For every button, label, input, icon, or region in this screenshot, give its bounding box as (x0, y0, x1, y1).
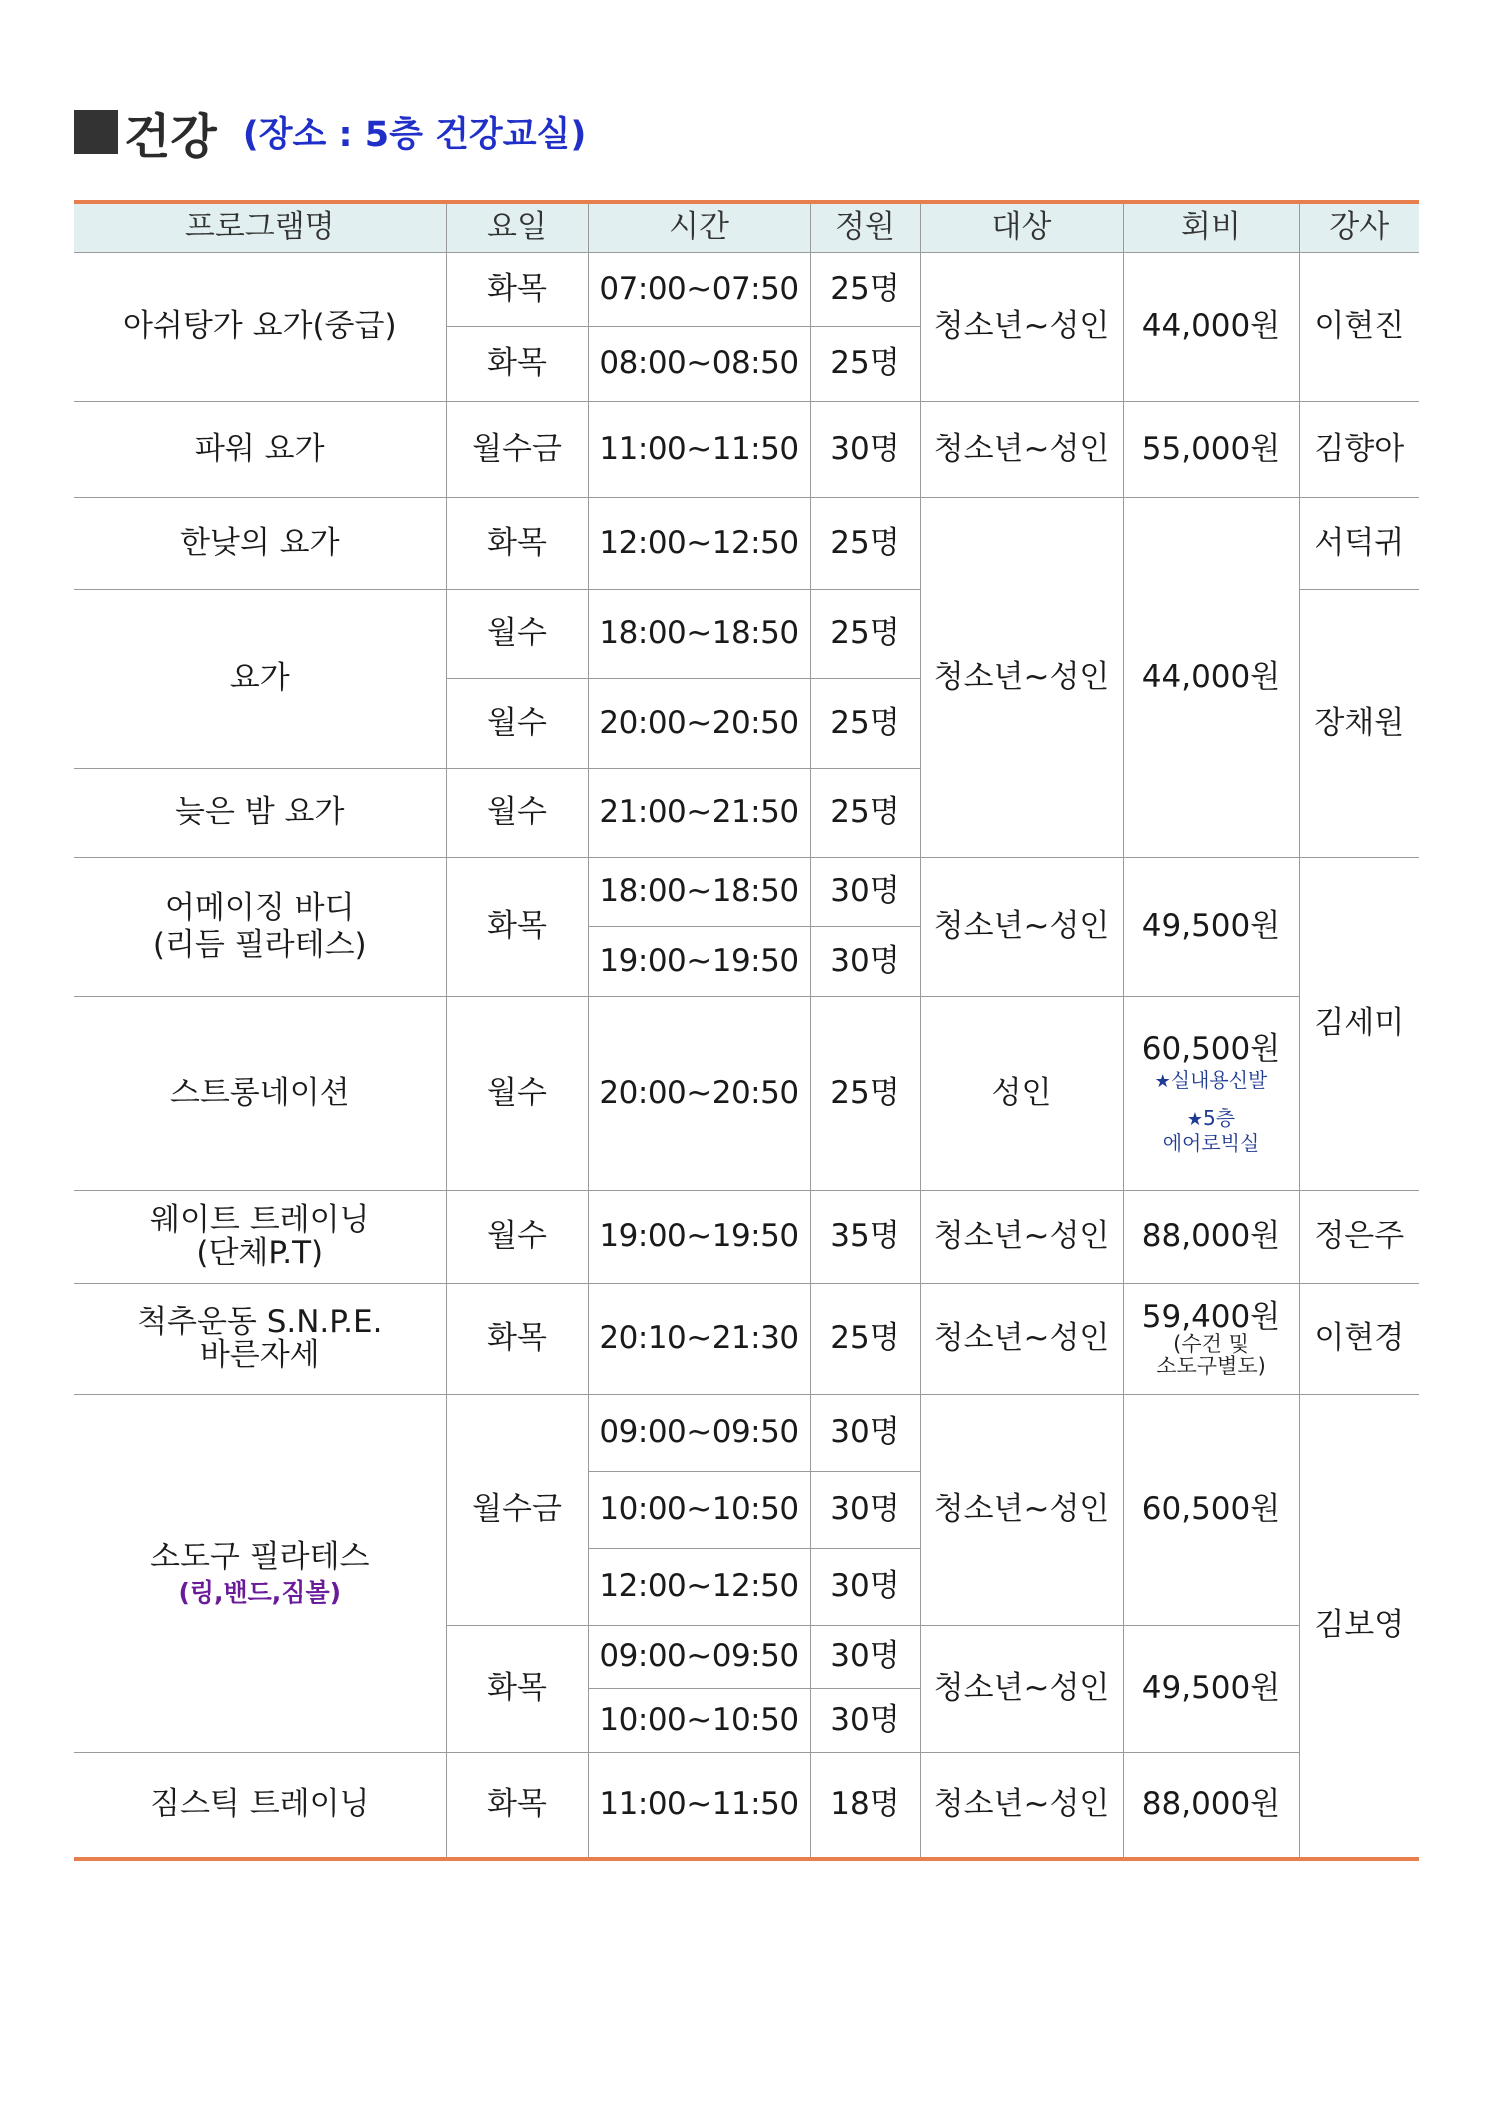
schedule-table (74, 200, 1419, 1861)
program-name (74, 858, 446, 997)
fee-cell (1123, 1284, 1299, 1395)
target-cell: 청소년~성인 (920, 1626, 1123, 1753)
program-name: 요가 (74, 590, 446, 769)
day-cell: 화목 (446, 1753, 588, 1859)
capacity-cell: 30명 (810, 858, 920, 927)
col-header-fee: 회비 (1123, 202, 1299, 253)
day-cell: 화목 (446, 253, 588, 327)
instructor-cell: 김보영 (1299, 1395, 1419, 1859)
capacity-cell: 30명 (810, 1626, 920, 1689)
capacity-cell: 25명 (810, 253, 920, 327)
time-cell: 08:00~08:50 (588, 327, 810, 402)
target-cell: 청소년~성인 (920, 1395, 1123, 1626)
col-header-time: 시간 (588, 202, 810, 253)
capacity-cell: 30명 (810, 1549, 920, 1626)
fee-cell: 44,000원 (1123, 498, 1299, 858)
table-row (74, 498, 1419, 590)
fee-note-floor: 5층 (1203, 1105, 1236, 1130)
time-cell: 19:00~19:50 (588, 1191, 810, 1284)
day-cell: 월수 (446, 1191, 588, 1284)
day-cell: 월수금 (446, 402, 588, 498)
program-name-line1: 어메이징 바디 (164, 889, 355, 926)
table-row (74, 858, 1419, 927)
fee-cell: 44,000원 (1123, 253, 1299, 402)
fee-note-room-name: 에어로빅실 (1162, 1131, 1260, 1156)
capacity-cell: 25명 (810, 498, 920, 590)
time-cell: 20:00~20:50 (588, 997, 810, 1191)
program-name (74, 1395, 446, 1753)
fee-cell: 49,500원 (1123, 1626, 1299, 1753)
target-cell: 청소년~성인 (920, 1284, 1123, 1395)
day-cell: 화목 (446, 1284, 588, 1395)
star-icon: ★ (1186, 1108, 1204, 1130)
day-cell: 화목 (446, 1626, 588, 1753)
table-row (74, 402, 1419, 498)
program-name: 짐스틱 트레이닝 (74, 1753, 446, 1859)
day-cell: 월수 (446, 590, 588, 679)
instructor-cell: 장채원 (1299, 590, 1419, 858)
program-name: 한낮의 요가 (74, 498, 446, 590)
capacity-cell: 30명 (810, 1689, 920, 1753)
instructor-cell: 김세미 (1299, 858, 1419, 1191)
capacity-cell: 35명 (810, 1191, 920, 1284)
program-name: 스트롱네이션 (74, 997, 446, 1191)
program-name: 파워 요가 (74, 402, 446, 498)
time-cell: 09:00~09:50 (588, 1395, 810, 1472)
time-cell: 20:00~20:50 (588, 679, 810, 769)
table-row (74, 1284, 1419, 1395)
program-name-sub: (링,밴드,짐볼) (178, 1578, 342, 1608)
capacity-cell: 18명 (810, 1753, 920, 1859)
table-row (74, 1191, 1419, 1284)
table-row (74, 997, 1419, 1191)
note-gap (1124, 1094, 1299, 1106)
time-cell: 18:00~18:50 (588, 590, 810, 679)
capacity-cell: 30명 (810, 1395, 920, 1472)
day-cell: 월수 (446, 769, 588, 858)
table-row (74, 1753, 1419, 1859)
time-cell: 10:00~10:50 (588, 1689, 810, 1753)
target-cell: 청소년~성인 (920, 858, 1123, 997)
program-name-line2: (리듬 필라테스) (152, 927, 367, 963)
target-cell: 청소년~성인 (920, 1191, 1123, 1284)
instructor-cell: 정은주 (1299, 1191, 1419, 1284)
section-location: (장소 : 5층 건강교실) (242, 115, 587, 155)
program-name (74, 1284, 446, 1395)
fee-cell: 88,000원 (1123, 1191, 1299, 1284)
program-name-line1: 척추운동 S.N.P.E. (137, 1304, 383, 1341)
target-cell: 청소년~성인 (920, 253, 1123, 402)
col-header-day: 요일 (446, 202, 588, 253)
capacity-cell: 30명 (810, 1472, 920, 1549)
target-cell: 청소년~성인 (920, 498, 1123, 858)
section-title: 건강 (124, 108, 217, 165)
program-name (74, 1191, 446, 1284)
time-cell: 12:00~12:50 (588, 1549, 810, 1626)
target-cell: 청소년~성인 (920, 402, 1123, 498)
fee-cell: 49,500원 (1123, 858, 1299, 997)
capacity-cell: 25명 (810, 997, 920, 1191)
capacity-cell: 30명 (810, 927, 920, 997)
capacity-cell: 25명 (810, 769, 920, 858)
col-header-target: 대상 (920, 202, 1123, 253)
program-name-line2: 바른자세 (199, 1337, 320, 1373)
program-name: 늦은 밤 요가 (74, 769, 446, 858)
time-cell: 20:10~21:30 (588, 1284, 810, 1395)
capacity-cell: 30명 (810, 402, 920, 498)
day-cell: 월수 (446, 679, 588, 769)
fee-cell: 55,000원 (1123, 402, 1299, 498)
day-cell: 화목 (446, 498, 588, 590)
instructor-cell: 서덕귀 (1299, 498, 1419, 590)
time-cell: 18:00~18:50 (588, 858, 810, 927)
day-cell: 화목 (446, 327, 588, 402)
fee-note-room (1124, 1106, 1299, 1132)
fee-amount: 60,500원 (1141, 1030, 1281, 1067)
program-name-line2: (단체P.T) (196, 1235, 324, 1271)
fee-note-line1: (수건 및 (1173, 1332, 1249, 1357)
capacity-cell: 25명 (810, 679, 920, 769)
time-cell: 09:00~09:50 (588, 1626, 810, 1689)
capacity-cell: 25명 (810, 327, 920, 402)
table-row (74, 1395, 1419, 1472)
fee-note-line2: 소도구별도) (1156, 1354, 1266, 1379)
day-cell: 월수금 (446, 1395, 588, 1626)
time-cell: 21:00~21:50 (588, 769, 810, 858)
target-cell: 성인 (920, 997, 1123, 1191)
col-header-instructor: 강사 (1299, 202, 1419, 253)
section-heading (74, 100, 586, 164)
fee-cell (1123, 997, 1299, 1191)
instructor-cell: 김향아 (1299, 402, 1419, 498)
col-header-capacity: 정원 (810, 202, 920, 253)
target-cell: 청소년~성인 (920, 1753, 1123, 1859)
time-cell: 11:00~11:50 (588, 1753, 810, 1859)
capacity-cell: 25명 (810, 1284, 920, 1395)
instructor-cell: 이현진 (1299, 253, 1419, 402)
col-header-program: 프로그램명 (74, 202, 446, 253)
time-cell: 10:00~10:50 (588, 1472, 810, 1549)
black-square-icon (74, 110, 118, 154)
program-name-line1: 웨이트 트레이닝 (150, 1202, 370, 1239)
program-name-main: 소도구 필라테스 (150, 1538, 370, 1575)
program-name: 아쉬탕가 요가(중급) (74, 253, 446, 402)
time-cell: 12:00~12:50 (588, 498, 810, 590)
fee-cell: 88,000원 (1123, 1753, 1299, 1859)
time-cell: 07:00~07:50 (588, 253, 810, 327)
fee-amount: 59,400원 (1141, 1298, 1281, 1335)
instructor-cell: 이현경 (1299, 1284, 1419, 1395)
time-cell: 19:00~19:50 (588, 927, 810, 997)
time-cell: 11:00~11:50 (588, 402, 810, 498)
day-cell: 화목 (446, 858, 588, 997)
fee-note-shoes (1124, 1068, 1299, 1094)
header-row (74, 202, 1419, 253)
day-cell: 월수 (446, 997, 588, 1191)
fee-cell: 60,500원 (1123, 1395, 1299, 1626)
fee-note-shoes-text: 실내용신발 (1170, 1068, 1268, 1093)
table-row (74, 253, 1419, 327)
star-icon: ★ (1154, 1071, 1171, 1093)
capacity-cell: 25명 (810, 590, 920, 679)
